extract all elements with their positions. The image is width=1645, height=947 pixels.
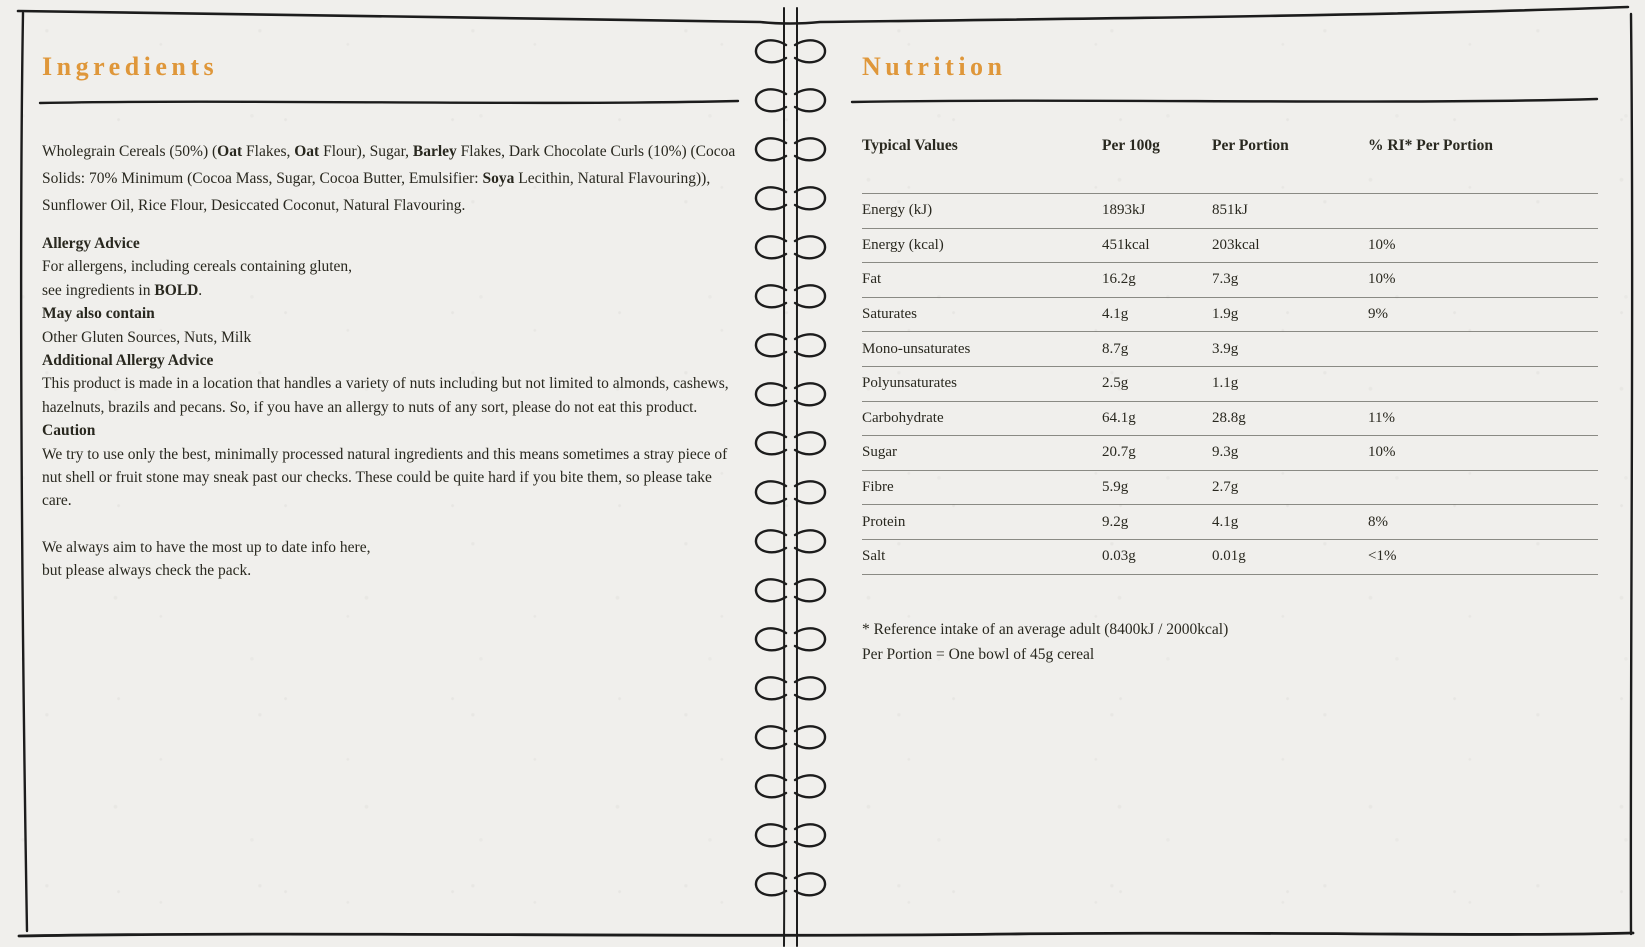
per-portion-note: Per Portion = One bowl of 45g cereal	[862, 645, 1095, 663]
reference-intake-note: * Reference intake of an average adult (8400kJ / 2000kcal)	[862, 620, 1229, 638]
table-row-protein: Protein 9.2g 4.1g 8%	[862, 505, 1598, 540]
additional-allergy-heading: Additional Allergy Advice	[42, 352, 214, 370]
table-row-sugar: Sugar 20.7g 9.3g 10%	[862, 436, 1598, 471]
allergy-line: For allergens, including cereals containing gluten,	[42, 258, 353, 276]
table-row-energy-kcal: Energy (kcal) 451kcal 203kcal 10%	[862, 229, 1598, 264]
column-header-typical-values: Typical Values	[862, 137, 958, 154]
table-row-fat: Fat 16.2g 7.3g 10%	[862, 263, 1598, 298]
closing-note	[42, 536, 742, 583]
ingredients-panel	[42, 52, 742, 583]
may-also-contain-heading: May also contain	[42, 305, 155, 323]
closing-line: but please always check the pack.	[42, 562, 252, 580]
table-row-salt: Salt 0.03g 0.01g <1%	[862, 540, 1598, 575]
allergy-line: see ingredients in BOLD.	[42, 281, 203, 299]
table-row-mono-unsaturates: Mono-unsaturates 8.7g 3.9g	[862, 332, 1598, 367]
column-header-per-100g: Per 100g	[1102, 137, 1160, 154]
column-header-per-portion: Per Portion	[1212, 137, 1289, 154]
caution-heading: Caution	[42, 422, 96, 440]
ingredients-title: Ingredients	[42, 52, 219, 81]
closing-line: We always aim to have the most up to date info here,	[42, 538, 371, 556]
column-header-ri-per-portion: % RI* Per Portion	[1368, 137, 1493, 154]
table-row-energy-kj: Energy (kJ) 1893kJ 851kJ	[862, 194, 1598, 229]
nutrition-table-header	[862, 136, 1598, 156]
nutrition-title: Nutrition	[862, 52, 1007, 81]
ingredients-paragraph: Wholegrain Cereals (50%) (Oat Flakes, Oat Flour), Sugar, Barley Flakes, Dark Chocolate Curls (10%) (Cocoa Solids: 70% Minimum (Cocoa Mass, Sugar, Cocoa Butter, Emulsifier: Soya Lecithin, Natural Flavouring)), Sunflower Oil, Rice Flour, Desiccated Coconut, Natural Flavouring.	[42, 143, 736, 214]
nutrition-panel	[862, 52, 1598, 667]
table-row-fibre: Fibre 5.9g 2.7g	[862, 471, 1598, 506]
nutrition-footnotes	[862, 617, 1598, 667]
allergy-line: This product is made in a location that handles a variety of nuts including but not limited to almonds, cashews, hazelnuts, brazils and pecans. So, if you have an allergy to nuts of any sort, please do not eat this product.	[42, 375, 729, 416]
allergy-line: Other Gluten Sources, Nuts, Milk	[42, 328, 252, 346]
table-row-polyunsaturates: Polyunsaturates 2.5g 1.1g	[862, 367, 1598, 402]
nutrition-table	[862, 193, 1598, 575]
allergy-advice-heading: Allergy Advice	[42, 235, 140, 252]
table-row-carbohydrate: Carbohydrate 64.1g 28.8g 11%	[862, 402, 1598, 437]
table-row-saturates: Saturates 4.1g 1.9g 9%	[862, 298, 1598, 333]
allergy-section	[42, 232, 742, 513]
spiral-binding	[756, 8, 825, 946]
allergy-line: We try to use only the best, minimally processed natural ingredients and this means sometimes a stray piece of nut shell or fruit stone may sneak past our checks. These could be quite hard if you bite them, so please take care.	[42, 445, 728, 510]
